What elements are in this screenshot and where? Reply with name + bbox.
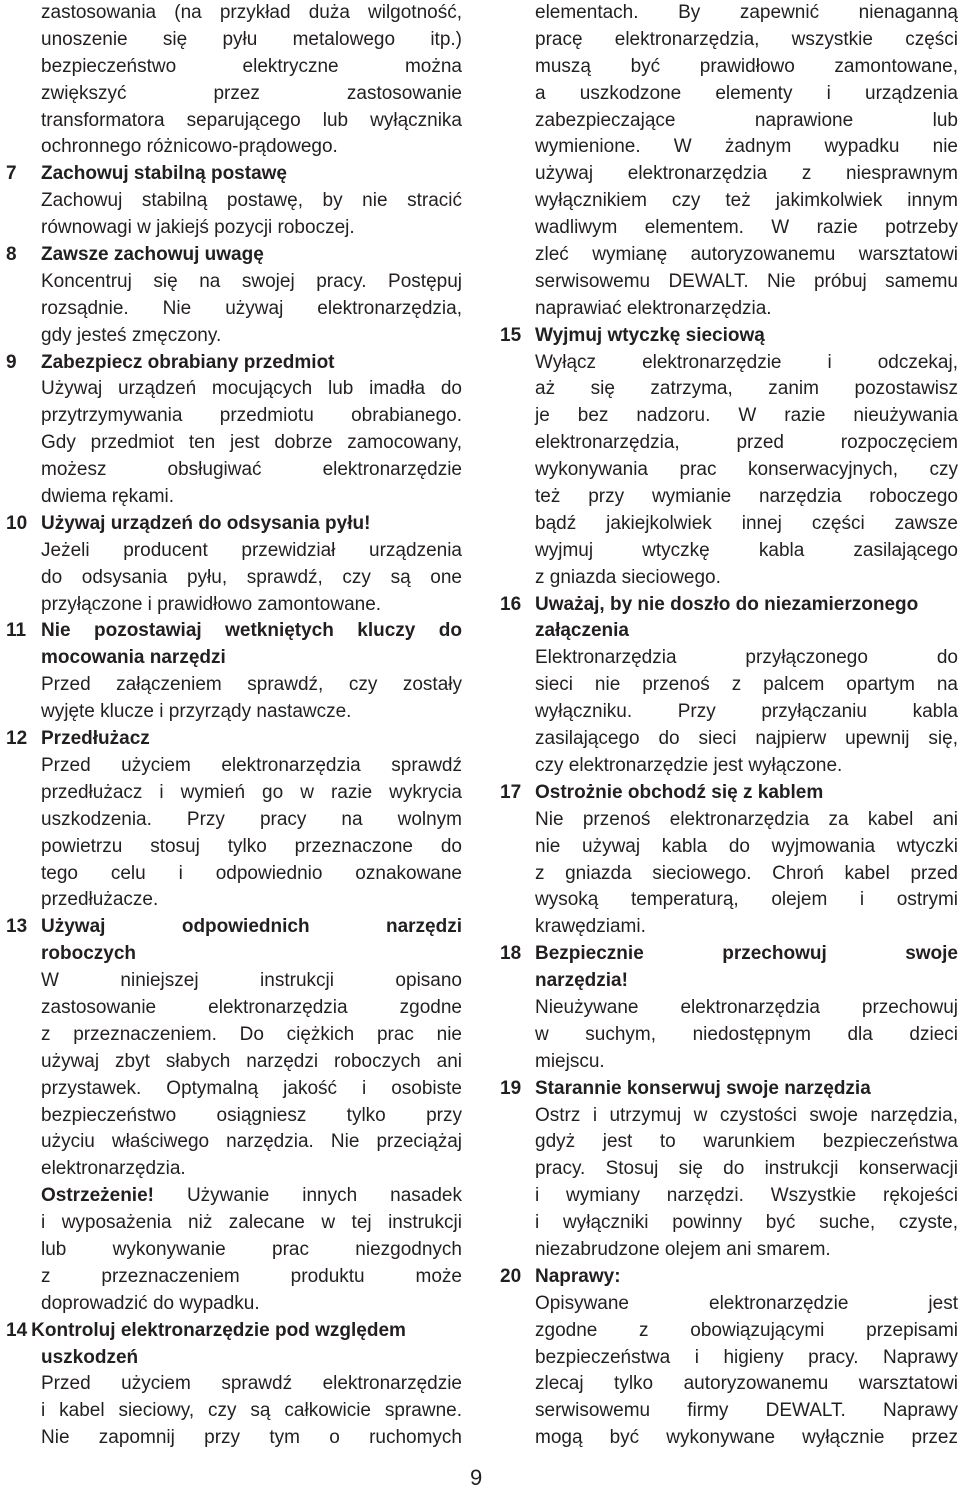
text-line: elektronarzędzia, przed rozpoczęciem (535, 432, 958, 454)
section-number: 11 (6, 620, 27, 642)
section-number: 13 (6, 916, 28, 938)
section-number: 14 (6, 1319, 28, 1341)
text-line: zabezpieczające naprawione lub (535, 109, 958, 131)
section-number: 7 (6, 163, 17, 185)
section-title: Zachowuj stabilną postawę (41, 163, 287, 185)
text-line: użyciu właściwego narzędzia. Nie przeciążaj (41, 1131, 462, 1153)
text-line: krawędziami. (535, 916, 646, 938)
text-line: z przeznaczeniem. Do ciężkich prac nie (41, 1023, 462, 1045)
text-line: czy elektronarzędzie jest wyłączone. (535, 754, 843, 776)
text-line: Zachowuj stabilną postawę, by nie stracić (41, 190, 462, 212)
text-line: Przed użyciem elektronarzędzia sprawdź (41, 754, 462, 776)
text-line: Nie zapomnij przy tym o ruchomych (41, 1427, 462, 1449)
text-line: do odsysania pyłu, sprawdź, czy są one (41, 566, 462, 588)
text-line: wymienione. W żadnym wypadku nie (535, 136, 958, 158)
text-line: niezabrudzone olejem ani smarem. (535, 1238, 831, 1260)
text-line: Nie przenoś elektronarzędzia za kabel ani (535, 808, 958, 830)
text-line: pracę elektronarzędzia, wszystkie części (535, 28, 958, 50)
text-line: Koncentruj się na swojej pracy. Postępuj (41, 270, 462, 292)
text-line: wyłączniku. Przy przyłączaniu kabla (535, 701, 958, 723)
text-line: wyjęte klucze i przyrządy nastawcze. (41, 701, 352, 723)
text-line: je bez nadzoru. W razie nieużywania (535, 405, 958, 427)
intro-paragraph (500, 0, 958, 323)
text-line: serwisowemu DEWALT. Nie próbuj samemu (535, 270, 958, 292)
section-heading (6, 511, 462, 538)
text-line: W niniejszej instrukcji opisano (41, 970, 462, 992)
warning-text: Używanie innych nasadek (153, 1185, 462, 1207)
text-line: bezpieczeństwa i higieny pracy. Naprawy (535, 1346, 958, 1368)
section-12 (6, 726, 462, 914)
text-line: przedłużacze. (41, 889, 159, 911)
section-title: Zabezpiecz obrabiany przedmiot (41, 351, 335, 373)
section-heading (500, 1264, 958, 1291)
text-line: Używaj urządzeń mocujących lub imadła do (41, 378, 462, 400)
text-line: zwiększyć przez zastosowanie (41, 82, 462, 104)
text-line: używaj zbyt słabych narzędzi roboczych ani (41, 1050, 462, 1072)
text-line: zleć wymianę autoryzowanemu warsztatowi (535, 244, 958, 266)
text-line: Nieużywane elektronarzędzia przechowuj (535, 996, 958, 1018)
text-line: możesz obsługiwać elektronarzędzie (41, 459, 462, 481)
section-heading (500, 1076, 958, 1103)
section-13 (6, 914, 462, 1317)
section-heading (6, 726, 462, 753)
text-line: a uszkodzone elementy i urządzenia (535, 82, 958, 104)
section-title: Ostrożnie obchodź się z kablem (535, 781, 824, 803)
text-line: równowagi w jakiejś pozycji roboczej. (41, 217, 355, 239)
section-title: Naprawy: (535, 1265, 621, 1287)
section-title: Używaj urządzeń do odsysania pyłu! (41, 512, 371, 534)
section-heading (6, 618, 462, 645)
section-title: Starannie konserwuj swoje narzędzia (535, 1077, 871, 1099)
text-line: zastosowanie elektronarzędzia zgodne (41, 996, 462, 1018)
text-line: elektronarzędzia. (41, 1158, 186, 1180)
section-7 (6, 161, 462, 242)
section-title-continuation: roboczych (41, 943, 137, 965)
text-line: muszą być prawidłowo zamontowane, (535, 55, 958, 77)
text-line: Jeżeli producent przewidział urządzenia (41, 539, 462, 561)
text-line: i kabel sieciowy, czy są całkowicie sprawne. (41, 1400, 462, 1422)
text-line: bądź jakiejkolwiek innej części zawsze (535, 512, 958, 534)
text-line: z gniazda sieciowego. Chroń kabel przed (535, 862, 958, 884)
text-line: lub wykonywanie prac niezgodnych (41, 1238, 462, 1260)
text-line: i wyłączniki powinny być suche, czyste, (535, 1212, 958, 1234)
section-heading (6, 350, 462, 377)
text-line: wykonywania prac konserwacyjnych, czy (535, 459, 958, 481)
section-title: Uważaj, by nie doszło do niezamierzonego (535, 593, 919, 615)
text-line: wyjmuj wtyczkę kabla zasilającego (535, 539, 958, 561)
text-line: transformatora separującego lub wyłącznika (41, 109, 462, 131)
text-line: nie używaj kabla do wyjmowania wtyczki (535, 835, 958, 857)
text-line: Opisywane elektronarzędzie jest (535, 1292, 958, 1314)
text-line: pracy. Stosuj się do instrukcji konserwacji (535, 1158, 958, 1180)
text-line: zgodne z obowiązującymi przepisami (535, 1319, 958, 1341)
text-line: rozsądnie. Nie używaj elektronarzędzia, (41, 297, 462, 319)
text-line: bezpieczeństwo elektryczne można (41, 55, 462, 77)
text-line: przystawek. Optymalną jakość i osobiste (41, 1077, 462, 1099)
text-line: doprowadzić do wypadku. (41, 1292, 260, 1314)
section-10 (6, 511, 462, 619)
section-number: 12 (6, 728, 28, 750)
section-heading (500, 780, 958, 807)
text-line: miejscu. (535, 1050, 605, 1072)
text-line: dwiema rękami. (41, 486, 175, 508)
section-title: Przedłużacz (41, 728, 150, 750)
text-line: Gdy przedmiot ten jest dobrze zamocowany, (41, 432, 462, 454)
text-line: i wymiany narzędzi. Wszystkie rękojeści (535, 1185, 958, 1207)
text-line: przyłączone i prawidłowo zamontowane. (41, 593, 382, 615)
section-title-continuation: mocowania narzędzi (41, 647, 226, 669)
section-19 (500, 1076, 958, 1264)
section-number: 20 (500, 1265, 522, 1287)
text-line: wyłącznikiem czy też jakimkolwiek innym (535, 190, 958, 212)
section-heading (500, 592, 958, 619)
page-number: 9 (470, 1465, 483, 1490)
section-heading (6, 914, 462, 941)
text-line: wadliwym elementem. W razie potrzeby (535, 217, 958, 239)
text-line: z gniazda sieciowego. (535, 566, 721, 588)
section-heading (500, 323, 958, 350)
text-line: z przeznaczeniem produktu może (41, 1265, 462, 1287)
left-column (6, 0, 462, 1452)
text-line: zasilającego do sieci najpierw upewnij się, (535, 728, 958, 750)
section-heading (500, 941, 958, 968)
section-title: Kontroluj elektronarzędzie pod względem (31, 1319, 406, 1341)
text-line: używaj elektronarzędzia z niesprawnym (535, 163, 958, 185)
section-8 (6, 242, 462, 350)
text-line: elementach. By zapewnić nienaganną (535, 2, 958, 23)
text-line: Przed użyciem sprawdź elektronarzędzie (41, 1373, 462, 1395)
text-line: gdy jesteś zmęczony. (41, 324, 222, 346)
text-line: zastosowania (na przykład duża wilgotność, (41, 2, 462, 23)
text-line: sieci nie przenoś z palcem opartym na (535, 674, 958, 696)
text-line: naprawiać elektronarzędzia. (535, 297, 772, 319)
text-line: aż się zatrzyma, zanim pozostawisz (535, 378, 958, 400)
section-number: 8 (6, 244, 17, 266)
section-title-continuation: uszkodzeń (41, 1346, 139, 1368)
text-line: Przed załączeniem sprawdź, czy zostały (41, 674, 462, 696)
section-17 (500, 780, 958, 941)
text-line: unoszenie się pyłu metalowego itp.) (41, 28, 462, 50)
section-18 (500, 941, 958, 1075)
text-line: gdyż jest to warunkiem bezpieczeństwa (535, 1131, 958, 1153)
section-16 (500, 592, 958, 780)
section-heading (6, 1318, 462, 1345)
text-line: Ostrz i utrzymuj w czystości swoje narzędzia, (535, 1104, 958, 1126)
text-line: mogą być wykonywane wyłącznie przez (535, 1427, 958, 1449)
text-line: zlecaj tylko autoryzowanemu warsztatowi (535, 1373, 958, 1395)
section-title: Wyjmuj wtyczkę sieciową (535, 324, 765, 346)
text-line: przedłużacz i wymień go w razie wykrycia (41, 781, 462, 803)
section-20 (500, 1264, 958, 1452)
text-line: też przy wymianie narzędzia roboczego (535, 486, 958, 508)
section-title-continuation: załączenia (535, 620, 629, 642)
section-15 (500, 323, 958, 592)
text-line: i wyposażenia niż zalecane w tej instrukcji (41, 1212, 462, 1234)
intro-paragraph (6, 0, 462, 161)
text-line: serwisowemu firmy DEWALT. Naprawy (535, 1400, 958, 1422)
section-14 (6, 1318, 462, 1452)
section-number: 9 (6, 351, 17, 373)
text-line: uszkodzenia. Przy pracy na wolnym (41, 808, 462, 830)
warning-line (6, 1183, 462, 1210)
warning-label: Ostrzeżenie! (41, 1185, 154, 1207)
right-column (500, 0, 958, 1452)
text-line: w suchym, niedostępnym dla dzieci (535, 1023, 958, 1045)
text-line: tego celu i odpowiednio oznakowane (41, 862, 462, 884)
text-line: wysoką temperaturą, olejem i ostrymi (535, 889, 958, 911)
section-number: 18 (500, 943, 522, 965)
text-line: powietrzu stosuj tylko przeznaczone do (41, 835, 462, 857)
section-number: 10 (6, 512, 28, 534)
section-number: 19 (500, 1077, 522, 1099)
section-number: 17 (500, 781, 522, 803)
section-title: Zawsze zachowuj uwagę (41, 244, 264, 266)
text-line: przytrzymywania przedmiotu obrabianego. (41, 405, 462, 427)
section-title-continuation: narzędzia! (535, 970, 628, 992)
text-line: Wyłącz elektronarzędzie i odczekaj, (535, 351, 958, 373)
text-line: Elektronarzędzia przyłączonego do (535, 647, 958, 669)
section-title: Nie pozostawiaj wetkniętych kluczy do (41, 620, 462, 642)
text-line: ochronnego różnicowo-prądowego. (41, 136, 338, 158)
section-9 (6, 350, 462, 511)
text-line: bezpieczeństwo osiągniesz tylko przy (41, 1104, 462, 1126)
section-title: Używaj odpowiednich narzędzi (41, 916, 462, 938)
section-title: Bezpiecznie przechowuj swoje (535, 943, 958, 965)
section-heading (6, 161, 462, 188)
section-number: 15 (500, 324, 522, 346)
section-11 (6, 618, 462, 726)
section-number: 16 (500, 593, 522, 615)
section-heading (6, 242, 462, 269)
